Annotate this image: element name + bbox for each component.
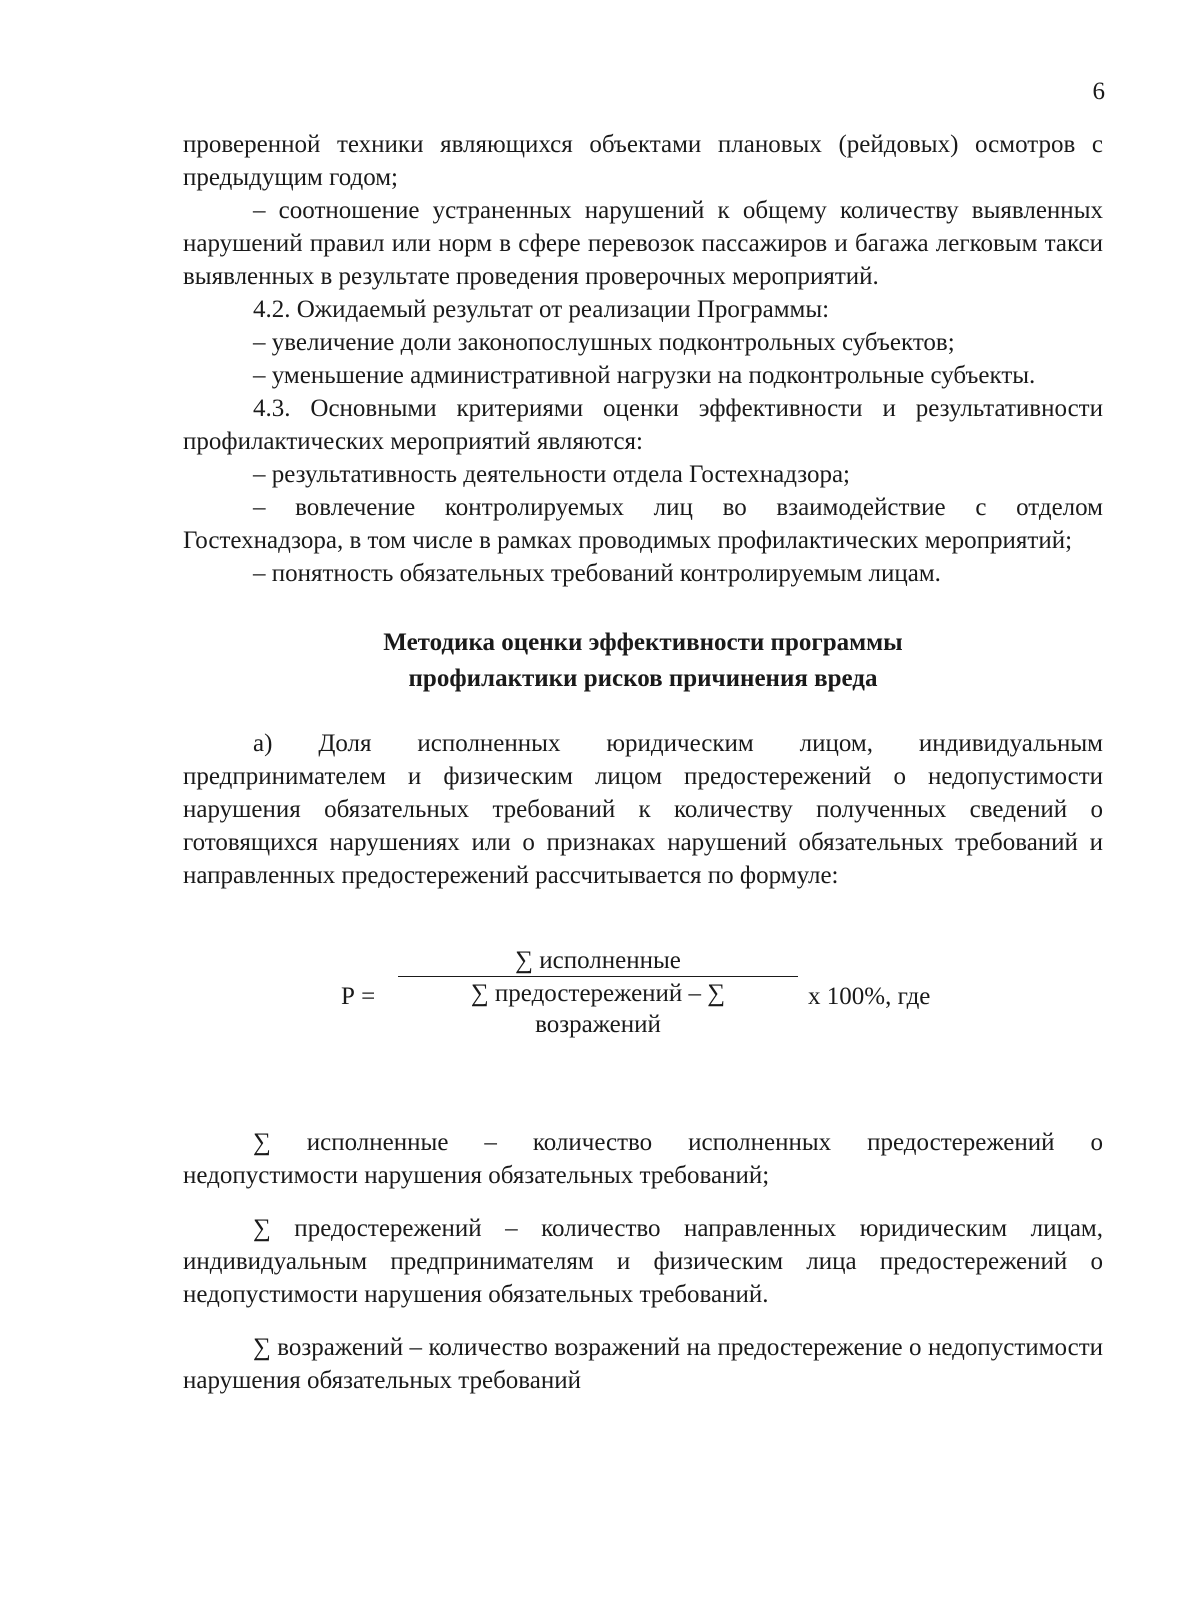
section-heading [183, 625, 1103, 697]
fraction-line [398, 976, 798, 977]
paragraph-admin-burden: – уменьшение административной нагрузки на подконтрольные субъекты. [253, 362, 1036, 389]
formula-denominator [398, 978, 798, 1040]
paragraph-expected-result: 4.2. Ожидаемый результат от реализации Программы: [253, 296, 830, 323]
paragraph-ratio-violations: – соотношение устраненных нарушений к общему количеству выявленных нарушений правил или норм в сфере перевозок пассажиров и багажа легковым такси выявленных в результате проведения проверочных мероприятий. [183, 197, 1103, 290]
document-body [183, 128, 1103, 1417]
definitions [183, 1126, 1103, 1397]
formula-rhs: х 100%, где [808, 983, 931, 1010]
formula [183, 944, 1103, 1064]
paragraph-continuation: проверенной техники являющихся объектами плановых (рейдовых) осмотров с предыдущим годом; [183, 131, 1103, 191]
page-number: 6 [1092, 78, 1105, 105]
definition-executed: ∑ исполненные – количество исполненных предостережений о недопустимости нарушения обязательных требований; [183, 1129, 1103, 1189]
formula-lhs: Р = [341, 983, 376, 1010]
paragraph-effectiveness: – результативность деятельности отдела Гостехнадзора; [253, 461, 850, 488]
definition-objections: ∑ возражений – количество возражений на предостережение о недопустимости нарушения обязательных требований [183, 1334, 1103, 1394]
formula-denominator-line2: возражений [535, 1011, 661, 1038]
paragraph-criteria: 4.3. Основными критериями оценки эффективности и результативности профилактических мероприятий являются: [183, 395, 1103, 455]
paragraph-clarity: – понятность обязательных требований контролируемым лицам. [253, 560, 941, 587]
paragraph-law-abiding-share: – увеличение доли законопослушных подконтрольных субъектов; [253, 329, 955, 356]
heading-line-1: Методика оценки эффективности программы [383, 629, 903, 656]
heading-line-2: профилактики рисков причинения вреда [408, 665, 878, 692]
paragraph-method-a: а) Доля исполненных юридическим лицом, индивидуальным предпринимателем и физическим лицом предостережений о недопустимости нарушения обязательных требований к количеству полученных сведений о готовящихся нарушениях или о признаках нарушений обязательных требований и направленных предостережений рассчитывается по формуле: [183, 730, 1103, 889]
formula-numerator: ∑ исполненные [515, 947, 681, 974]
definition-warnings: ∑ предостережений – количество направленных юридическим лицам, индивидуальным предпринимателям и физическим лица предостережений о недопустимости нарушения обязательных требований. [183, 1215, 1103, 1308]
paragraph-involvement: – вовлечение контролируемых лиц во взаимодействие с отделом Гостехнадзора, в том числе в рамках проводимых профилактических мероприятий; [183, 494, 1103, 554]
formula-denominator-line1: ∑ предостережений – ∑ [470, 980, 726, 1007]
